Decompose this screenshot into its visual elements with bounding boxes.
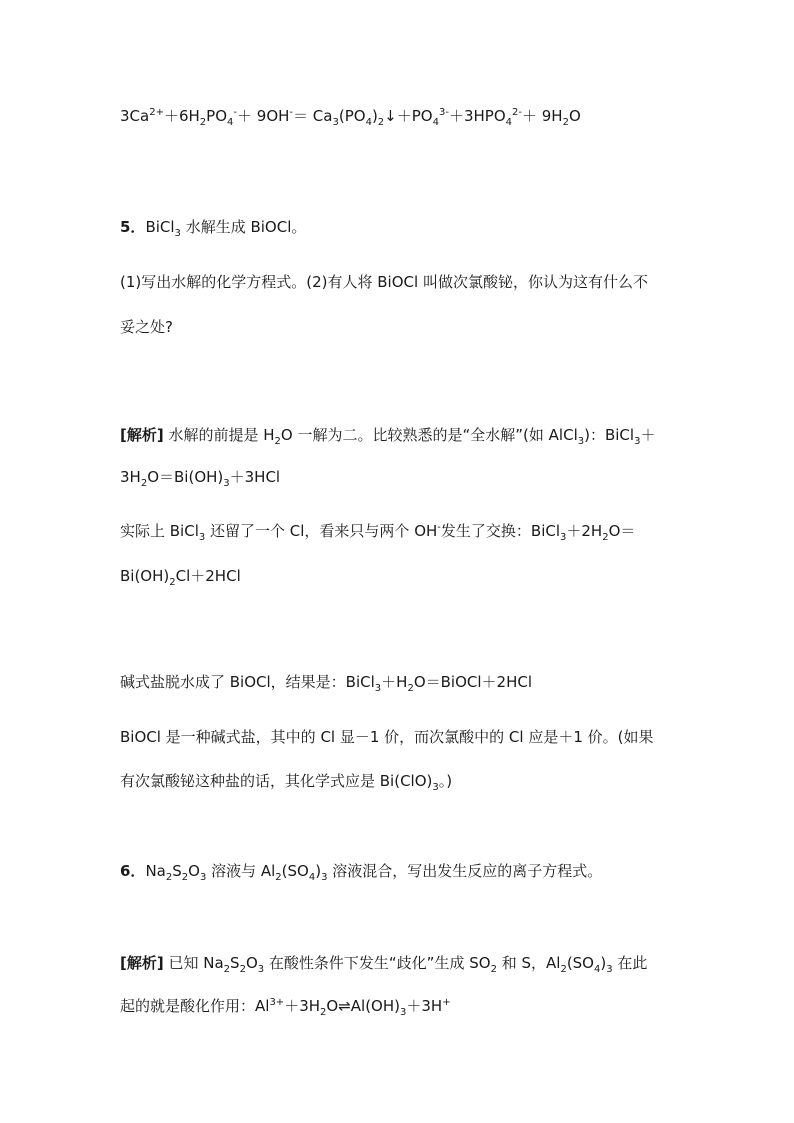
analysis-line: [解析] 已知 $Na_2S_2O_3$ 在酸性条件下发生“歧化”生成 $SO_2$ 和 S，$Al_2(SO_4)_3$ 在此 [120,954,648,975]
analysis-equation: $3H_2O=Bi(OH)_3+3HCl$ [120,468,281,489]
question-6-heading: 6．$Na_2S_2O_3$ 溶液与 $Al_2(SO_4)_3$ 溶液混合，写出发生反应的离子方程式。 [120,862,603,883]
question-5-heading: 5．BiCl$_3$ 水解生成 BiOCl。 [120,218,307,239]
question-5-text-line: 妥之处? [120,318,173,336]
analysis-line: BiOCl 是一种碱式盐，其中的 Cl 显－1 价，而次氯酸中的 Cl 应是＋1 价。(如果 [120,728,654,746]
analysis-equation: $Bi(OH)_2Cl+2HCl$ [120,567,241,588]
analysis-line: 碱式盐脱水成了 BiOCl，结果是：$BiCl_3+H_2O=BiOCl+2HCl$ [120,673,532,694]
analysis-line: 实际上 BiCl$_3$ 还留了一个 Cl，看来只与两个 OH-发生了交换：$BiCl_3+2H_2O=$ [120,522,636,543]
analysis-line: 有次氯酸铋这种盐的话，其化学式应是 $Bi(ClO)_3$。) [120,772,453,793]
equation-line: $3Ca^{2+}+6H_2PO_4^-+ 9OH^-=$ $Ca_3(PO_4)_2↓+PO_4^{3-}+3HPO_4^{2-}+ 9H_2O$ [120,107,581,128]
analysis-line: [解析] 水解的前提是 $H_2O$ 一解为二。比较熟悉的是“全水解”(如 AlCl$_3$)：BiCl$_3$＋ [120,426,656,447]
question-5-text-line: (1)写出水解的化学方程式。(2)有人将 BiOCl 叫做次氯酸铋，你认为这有什么不 [120,273,648,291]
analysis-line: 起的就是酸化作用：$Al^{3+}+3H_2O\rightleftharpoons Al(OH)_3+3H^+$ [120,997,451,1018]
